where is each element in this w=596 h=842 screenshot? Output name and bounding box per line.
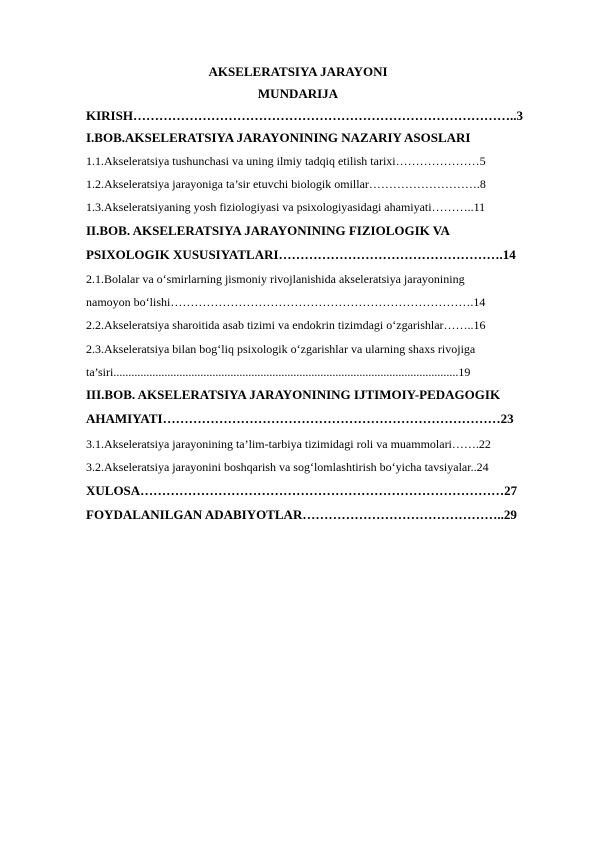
document-title: AKSELERATSIYA JARAYONI: [208, 64, 388, 79]
toc-entry: FOYDALANILGAN ADABIYOTLAR………………………………………..29: [86, 507, 517, 522]
toc-entry: KIRISH……………………………………………………………………………..3: [86, 108, 523, 123]
toc-entry: 2.2.Akseleratsiya sharoitida asab tizimi va endokrin tizimdagi o‘zgarishlar……..16: [86, 318, 486, 332]
toc-entry: 1.2.Akseleratsiya jarayoniga ta’sir etuvchi biologik omillar……………………….8: [86, 177, 486, 191]
toc-entry: 3.1.Akseleratsiya jarayonining ta’lim-tarbiya tizimidagi roli va muammolari…….22: [86, 437, 491, 451]
toc-entry: 2.1.Bolalar va o‘smirlarning jismoniy rivojlanishida akseleratsiya jarayonining: [86, 272, 465, 286]
toc-entry: II.BOB. AKSELERATSIYA JARAYONINING FIZIOLOGIK VA: [86, 223, 450, 238]
toc-entry: 2.3.Akseleratsiya bilan bog‘liq psixologik o‘zgarishlar va ularning shaxs rivojiga: [86, 342, 476, 356]
toc-entry: XULOSA…………………………………………………………………………27: [86, 483, 518, 498]
toc-entry: ta’siri...................................................................................................................19: [86, 365, 471, 379]
toc-heading: MUNDARIJA: [257, 86, 339, 101]
toc-entry: namoyon bo‘lishi………………………………………………………………….14: [86, 295, 486, 309]
toc-entry: AHAMIYATI……………………………………………………………………23: [86, 411, 514, 426]
toc-entry: III.BOB. AKSELERATSIYA JARAYONINING IJTIMOIY-PEDAGOGIK: [86, 387, 501, 402]
toc-entry: PSIXOLOGIK XUSUSIYATLARI…………………………………………….14: [86, 247, 516, 262]
toc-entry: 3.2.Akseleratsiya jarayonini boshqarish va sog‘lomlashtirish bo‘yicha tavsiyalar..24: [86, 460, 489, 474]
toc-entry: I.BOB.AKSELERATSIYA JARAYONINING NAZARIY ASOSLARI: [86, 130, 471, 145]
toc-entry: 1.3.Akseleratsiyaning yosh fiziologiyasi va psixologiyasidagi ahamiyati………..11: [86, 200, 486, 214]
toc-entry: 1.1.Akseleratsiya tushunchasi va uning ilmiy tadqiq etilish tarixi…………………5: [86, 154, 486, 168]
